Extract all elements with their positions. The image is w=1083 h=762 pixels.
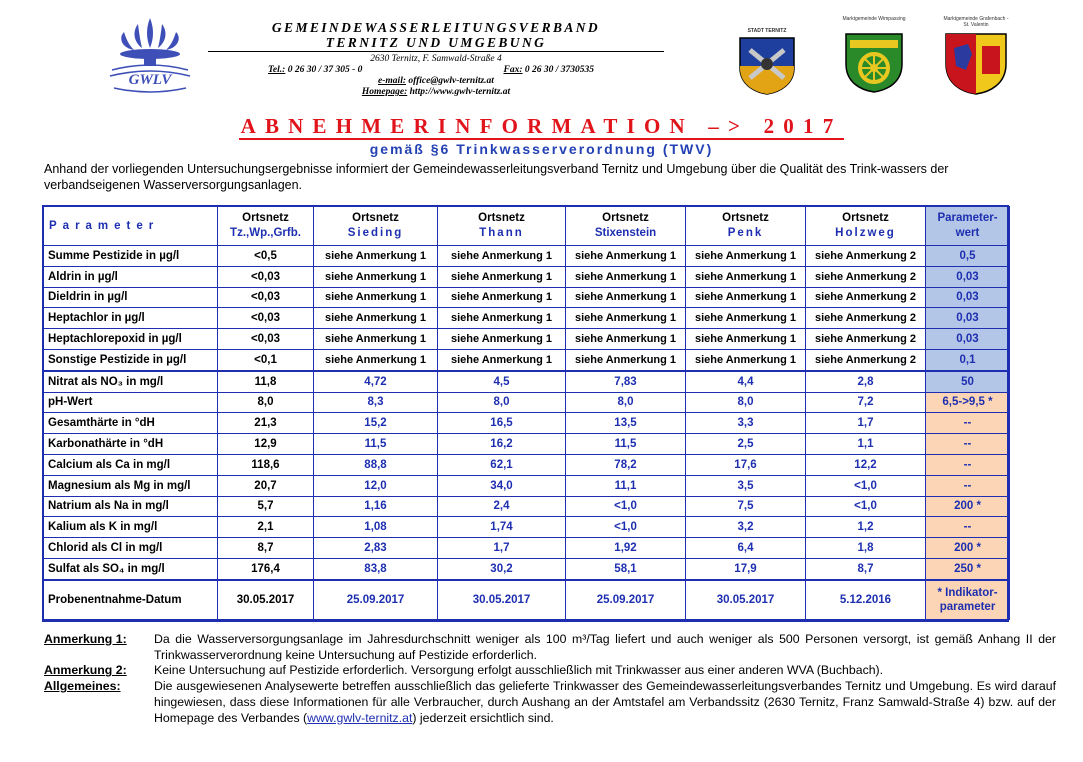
email-address[interactable]: office@gwlv-ternitz.at (408, 76, 494, 86)
value-cell: 62,1 (438, 454, 566, 475)
parameter-name: Karbonathärte in °dH (44, 434, 218, 455)
value-cell: <0,03 (218, 308, 314, 329)
value-cell: <0,03 (218, 329, 314, 350)
value-cell: 8,0 (218, 392, 314, 413)
date-cell: 25.09.2017 (566, 580, 686, 620)
value-cell: siehe Anmerkung 1 (438, 246, 566, 267)
header-ortsnetz-2: Ortsnetz Thann (438, 207, 566, 246)
value-cell: 58,1 (566, 558, 686, 579)
gwlv-logo-text: GWLV (128, 72, 172, 88)
table-header-row (44, 207, 1010, 246)
homepage-link-note[interactable]: www.gwlv-ternitz.at (307, 710, 413, 725)
value-cell: 2,5 (686, 434, 806, 455)
email-label: e-mail: (378, 76, 406, 86)
date-cell: 30.05.2017 (218, 580, 314, 620)
table-row (44, 413, 1010, 434)
header-ortsnetz-3: Ortsnetz Stixenstein (566, 207, 686, 246)
value-cell: <1,0 (806, 496, 926, 517)
parameterwert-cell: 6,5->9,5 * (926, 392, 1010, 413)
value-cell: 6,4 (686, 538, 806, 559)
indicator-footnote-cell: * Indikator- parameter (926, 580, 1010, 620)
value-cell: 1,8 (806, 538, 926, 559)
value-cell: 1,92 (566, 538, 686, 559)
tel-number: 0 26 30 / 37 305 - 0 (287, 65, 363, 75)
table-row (44, 308, 1010, 329)
value-cell: 2,1 (218, 517, 314, 538)
crest-grafenbach (942, 16, 1010, 101)
value-cell: siehe Anmerkung 1 (314, 287, 438, 308)
shield-icon (942, 30, 1010, 96)
parameterwert-cell: -- (926, 454, 1010, 475)
parameter-name: Gesamthärte in °dH (44, 413, 218, 434)
value-cell: siehe Anmerkung 1 (566, 246, 686, 267)
header-ortsnetz-4: Ortsnetz Penk (686, 207, 806, 246)
org-name-line1: GEMEINDEWASSERLEITUNGSVERBAND (271, 20, 601, 35)
value-cell: 17,9 (686, 558, 806, 579)
header-ortsnetz-1: Ortsnetz Sieding (314, 207, 438, 246)
value-cell: 118,6 (218, 454, 314, 475)
value-cell: <0,03 (218, 287, 314, 308)
note-text: Keine Untersuchung auf Pestizide erforderlich. Versorgung erfolgt ausschließlich mit Trinkwasser aus einer anderen WVA (Buchbach). (154, 663, 884, 678)
table-row (44, 392, 1010, 413)
table-row (44, 558, 1010, 579)
notes-section (44, 632, 1056, 726)
value-cell: 3,2 (686, 517, 806, 538)
date-cell: 5.12.2016 (806, 580, 926, 620)
value-cell: 8,3 (314, 392, 438, 413)
value-cell: <0,1 (218, 349, 314, 370)
value-cell: siehe Anmerkung 1 (566, 266, 686, 287)
value-cell: siehe Anmerkung 1 (686, 329, 806, 350)
parameterwert-cell: 200 * (926, 538, 1010, 559)
value-cell: 4,72 (314, 371, 438, 392)
document-title: ABNEHMERINFORMATION –> 2017 (240, 114, 843, 138)
value-cell: 7,83 (566, 371, 686, 392)
fax-number: 0 26 30 / 3730535 (524, 65, 594, 75)
value-cell: 8,7 (806, 558, 926, 579)
value-cell: 13,5 (566, 413, 686, 434)
crest-wimpassing (842, 16, 906, 99)
parameter-name: Aldrin in µg/l (44, 266, 218, 287)
value-cell: 15,2 (314, 413, 438, 434)
shield-icon (736, 34, 798, 96)
value-cell: 30,2 (438, 558, 566, 579)
table-row (44, 517, 1010, 538)
fax-label: Fax: (503, 65, 523, 75)
table-row (44, 246, 1010, 267)
tel-label: Tel.: (268, 65, 286, 75)
org-address: 2630 Ternitz, F. Samwald-Straße 4 (370, 54, 502, 64)
value-cell: 17,6 (686, 454, 806, 475)
homepage-label: Homepage: (361, 87, 408, 97)
value-cell: siehe Anmerkung 1 (438, 308, 566, 329)
value-cell: siehe Anmerkung 2 (806, 266, 926, 287)
value-cell: 1,74 (438, 517, 566, 538)
header-ortsnetz-5: Ortsnetz Holzweg (806, 207, 926, 246)
value-cell: 2,8 (806, 371, 926, 392)
value-cell: siehe Anmerkung 2 (806, 349, 926, 370)
value-cell: siehe Anmerkung 1 (314, 308, 438, 329)
value-cell: 7,2 (806, 392, 926, 413)
value-cell: 1,1 (806, 434, 926, 455)
parameter-name: Kalium als K in mg/l (44, 517, 218, 538)
water-quality-table (43, 206, 1010, 620)
date-cell: 30.05.2017 (686, 580, 806, 620)
header-parameterwert: Parameter- wert (926, 207, 1010, 246)
shield-icon (842, 30, 906, 94)
value-cell: 1,7 (806, 413, 926, 434)
gwlv-logo (104, 14, 196, 96)
note-label: Anmerkung 2: (44, 663, 127, 678)
value-cell: <1,0 (566, 496, 686, 517)
table-row (44, 329, 1010, 350)
value-cell: siehe Anmerkung 2 (806, 246, 926, 267)
value-cell: 2,4 (438, 496, 566, 517)
crest-caption: Marktgemeinde Wimpassing (842, 16, 906, 22)
value-cell: 21,3 (218, 413, 314, 434)
note-text: Die ausgewiesenen Analysewerte betreffen ausschließlich das gelieferte Trinkwasser des Gemeindewasserleitungsverbandes Ternitz und Umgebung. Es wird darauf hingewiesen, dass diese Informationen für alle Verbraucher, durch Aushang an der Amtstafel am Verbandssitz (2630 Ternitz, Franz Samwald-Straße 4) bzw. auf der Homepage des Verbandes (www.gwlv-ternitz.at) jederzeit ersichtlich sind. (154, 679, 1056, 725)
parameter-name: Heptachlor in µg/l (44, 308, 218, 329)
value-cell: 8,0 (566, 392, 686, 413)
value-cell: siehe Anmerkung 1 (438, 349, 566, 370)
value-cell: siehe Anmerkung 1 (566, 308, 686, 329)
table-row (44, 266, 1010, 287)
value-cell: 78,2 (566, 454, 686, 475)
value-cell: siehe Anmerkung 1 (566, 329, 686, 350)
date-cell: 30.05.2017 (438, 580, 566, 620)
value-cell: 1,16 (314, 496, 438, 517)
value-cell: <0,03 (218, 266, 314, 287)
value-cell: 176,4 (218, 558, 314, 579)
value-cell: siehe Anmerkung 1 (566, 349, 686, 370)
parameterwert-cell: 200 * (926, 496, 1010, 517)
value-cell: siehe Anmerkung 1 (438, 266, 566, 287)
parameter-name: pH-Wert (44, 392, 218, 413)
value-cell: siehe Anmerkung 1 (314, 246, 438, 267)
table-row (44, 371, 1010, 392)
value-cell: siehe Anmerkung 1 (314, 349, 438, 370)
table-row (44, 434, 1010, 455)
parameter-name: Heptachlorepoxid in µg/l (44, 329, 218, 350)
value-cell: siehe Anmerkung 1 (686, 349, 806, 370)
homepage-link[interactable]: http://www.gwlv-ternitz.at (409, 87, 511, 97)
value-cell: 34,0 (438, 475, 566, 496)
document-title-wrap (0, 114, 1083, 140)
table-row (44, 349, 1010, 370)
intro-paragraph: Anhand der vorliegenden Untersuchungsergebnisse informiert der Gemeindewasserleitungsverband Ternitz und Umgebung über die Qualität des Trink-wassers der verbandseigenen Wasserversorgungsanlagen. (44, 162, 949, 192)
value-cell: 3,3 (686, 413, 806, 434)
crest-caption: STADT TERNITZ (747, 28, 787, 34)
organization-header (208, 20, 664, 98)
value-cell: 4,4 (686, 371, 806, 392)
table-row (44, 538, 1010, 559)
value-cell: siehe Anmerkung 1 (686, 287, 806, 308)
note-anmerkung-2 (44, 663, 1056, 679)
value-cell: <0,5 (218, 246, 314, 267)
parameterwert-cell: 0,03 (926, 329, 1010, 350)
table-row (44, 287, 1010, 308)
parameterwert-cell: -- (926, 434, 1010, 455)
date-cell: 25.09.2017 (314, 580, 438, 620)
value-cell: 11,8 (218, 371, 314, 392)
value-cell: siehe Anmerkung 1 (686, 246, 806, 267)
value-cell: <1,0 (806, 475, 926, 496)
value-cell: 2,83 (314, 538, 438, 559)
header-ortsnetz-0: Ortsnetz Tz.,Wp.,Grfb. (218, 207, 314, 246)
value-cell: 11,1 (566, 475, 686, 496)
parameter-name: Summe Pestizide in µg/l (44, 246, 218, 267)
value-cell: 7,5 (686, 496, 806, 517)
table-row (44, 496, 1010, 517)
value-cell: 3,5 (686, 475, 806, 496)
value-cell: <1,0 (566, 517, 686, 538)
note-anmerkung-1 (44, 632, 1056, 663)
parameter-name: Natrium als Na in mg/l (44, 496, 218, 517)
parameterwert-cell: -- (926, 475, 1010, 496)
parameterwert-cell: 50 (926, 371, 1010, 392)
value-cell: siehe Anmerkung 1 (566, 287, 686, 308)
parameterwert-cell: -- (926, 413, 1010, 434)
parameter-name: Calcium als Ca in mg/l (44, 454, 218, 475)
value-cell: 20,7 (218, 475, 314, 496)
value-cell: siehe Anmerkung 2 (806, 308, 926, 329)
value-cell: 1,08 (314, 517, 438, 538)
value-cell: 11,5 (314, 434, 438, 455)
value-cell: siehe Anmerkung 1 (438, 329, 566, 350)
value-cell: 8,0 (686, 392, 806, 413)
value-cell: 1,2 (806, 517, 926, 538)
value-cell: 88,8 (314, 454, 438, 475)
note-allgemeines (44, 679, 1056, 726)
parameterwert-cell: -- (926, 517, 1010, 538)
document-subtitle: gemäß §6 Trinkwasserverordnung (TWV) (369, 141, 714, 157)
value-cell: 16,2 (438, 434, 566, 455)
value-cell: siehe Anmerkung 1 (314, 329, 438, 350)
parameterwert-cell: 250 * (926, 558, 1010, 579)
value-cell: 8,0 (438, 392, 566, 413)
parameterwert-cell: 0,03 (926, 266, 1010, 287)
table-row (44, 454, 1010, 475)
note-label: Anmerkung 1: (44, 632, 127, 646)
note-text: Da die Wasserversorgungsanlage im Jahresdurchschnitt weniger als 100 m³/Tag liefert und auch weniger als 500 Personen versorgt, ist gemäß Anhang II der Trinkwasserverordnung keine Untersuchung auf Pestizide erforderlich. (154, 632, 1056, 662)
parameter-name: Magnesium als Mg in mg/l (44, 475, 218, 496)
parameter-name: Sulfat als SO₄ in mg/l (44, 558, 218, 579)
crest-caption: Marktgemeinde Grafenbach - St. Valentin (943, 16, 1009, 28)
value-cell: 1,7 (438, 538, 566, 559)
value-cell: siehe Anmerkung 1 (686, 308, 806, 329)
crest-ternitz (736, 28, 798, 101)
value-cell: 4,5 (438, 371, 566, 392)
parameter-name: Nitrat als NO₃ in mg/l (44, 371, 218, 392)
parameterwert-cell: 0,03 (926, 308, 1010, 329)
value-cell: 16,5 (438, 413, 566, 434)
note-label: Allgemeines: (44, 679, 121, 694)
value-cell: siehe Anmerkung 1 (314, 266, 438, 287)
parameter-name: Dieldrin in µg/l (44, 287, 218, 308)
value-cell: siehe Anmerkung 1 (438, 287, 566, 308)
table-row (44, 475, 1010, 496)
parameter-name: Sonstige Pestizide in µg/l (44, 349, 218, 370)
value-cell: 12,9 (218, 434, 314, 455)
org-name-line2: TERNITZ UND UMGEBUNG (208, 35, 664, 52)
parameterwert-cell: 0,03 (926, 287, 1010, 308)
value-cell: 83,8 (314, 558, 438, 579)
value-cell: 8,7 (218, 538, 314, 559)
value-cell: 12,2 (806, 454, 926, 475)
date-row (44, 580, 1010, 620)
parameterwert-cell: 0,1 (926, 349, 1010, 370)
value-cell: siehe Anmerkung 1 (686, 266, 806, 287)
date-row-label: Probenentnahme-Datum (44, 580, 218, 620)
value-cell: siehe Anmerkung 2 (806, 287, 926, 308)
value-cell: 5,7 (218, 496, 314, 517)
value-cell: siehe Anmerkung 2 (806, 329, 926, 350)
parameter-name: Chlorid als Cl in mg/l (44, 538, 218, 559)
value-cell: 11,5 (566, 434, 686, 455)
parameterwert-cell: 0,5 (926, 246, 1010, 267)
header-parameter: Parameter (44, 207, 218, 246)
value-cell: 12,0 (314, 475, 438, 496)
